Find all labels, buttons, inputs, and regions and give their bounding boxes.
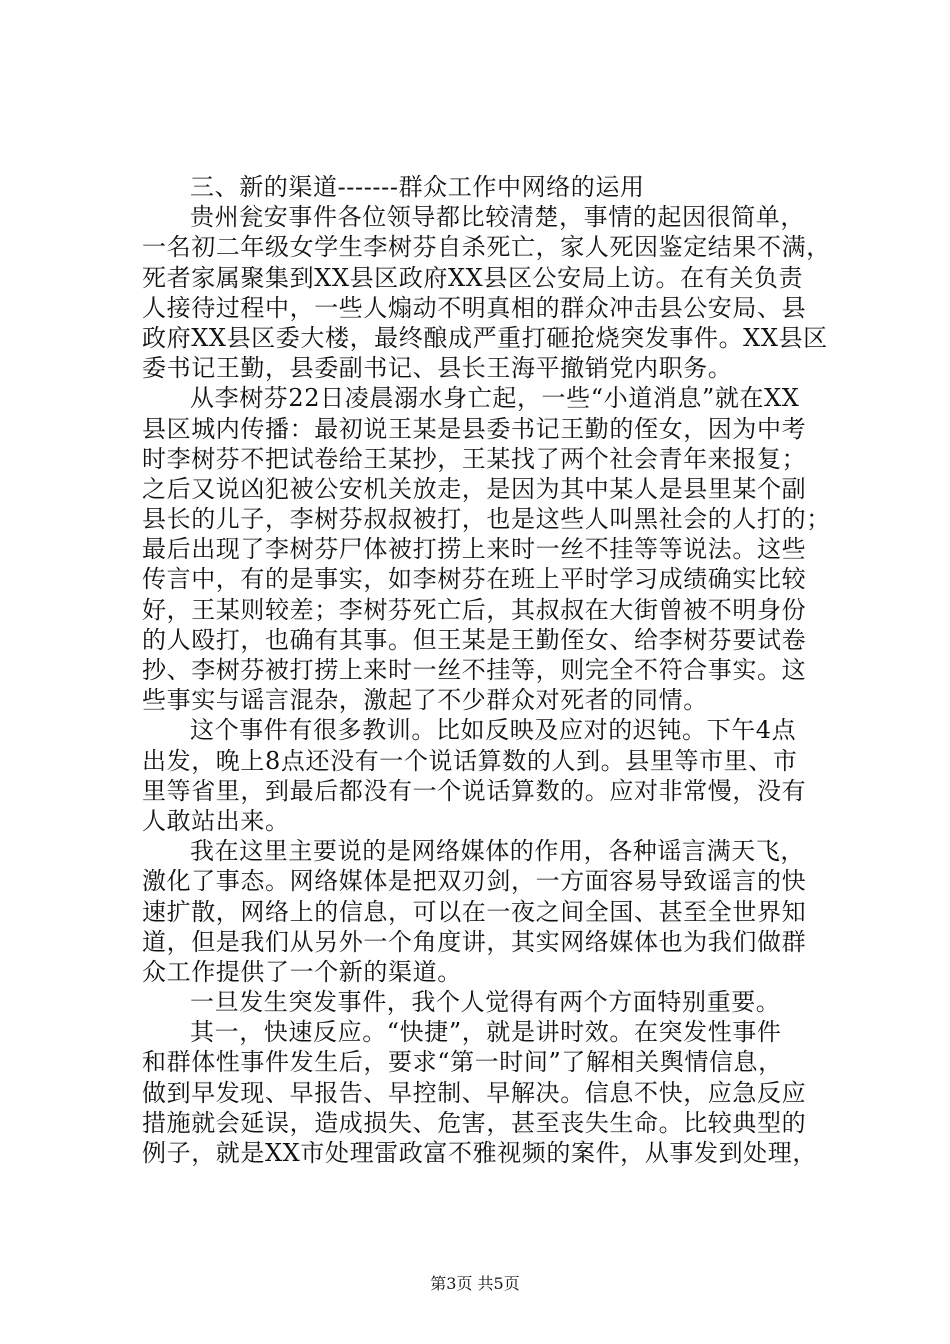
text-line: 道，但是我们从另外一个角度讲，其实网络媒体也为我们做群 — [142, 927, 807, 956]
text-line: 贵州瓮安事件各位领导都比较清楚，事情的起因很简单， — [190, 203, 805, 232]
text-line: 委书记王勤，县委副书记、县长王海平撤销党内职务。 — [142, 354, 733, 383]
text-line: 的人殴打，也确有其事。但王某是王勤侄女、给李树芬要试卷 — [142, 625, 807, 654]
text-line: 死者家属聚集到XX县区政府XX县区公安局上访。在有关负责 — [142, 263, 804, 292]
text-line: 和群体性事件发生后，要求“第一时间”了解相关舆情信息， — [142, 1048, 783, 1077]
text-line: 从李树芬22日凌晨溺水身亡起，一些“小道消息”就在XX — [190, 384, 800, 413]
document-body — [142, 172, 842, 1168]
text-line: 其一，快速反应。“快捷”，就是讲时效。在突发性事件 — [190, 1018, 782, 1047]
text-line: 之后又说凶犯被公安机关放走，是因为其中某人是县里某个副 — [142, 474, 807, 503]
text-line: 抄、李树芬被打捞上来时一丝不挂等，则完全不符合事实。这 — [142, 656, 807, 684]
text-line: 激化了事态。网络媒体是把双刃剑，一方面容易导致谣言的快 — [142, 867, 807, 896]
text-line: 好，王某则较差；李树芬死亡后，其叔叔在大街曾被不明身份 — [142, 595, 807, 624]
text-line: 县区城内传播：最初说王某是县委书记王勤的侄女，因为中考 — [142, 414, 807, 443]
text-line: 措施就会延误，造成损失、危害，甚至丧失生命。比较典型的 — [142, 1108, 807, 1137]
text-line: 人接待过程中，一些人煽动不明真相的群众冲击县公安局、县 — [142, 293, 807, 322]
text-line: 一名初二年级女学生李树芬自杀死亡，家人死因鉴定结果不满， — [142, 233, 831, 262]
text-line: 县长的儿子，李树芬叔叔被打，也是这些人叫黑社会的人打的； — [142, 505, 831, 534]
text-line: 众工作提供了一个新的渠道。 — [142, 957, 462, 986]
text-line: 我在这里主要说的是网络媒体的作用，各种谣言满天飞， — [190, 837, 805, 866]
text-line: 做到早发现、早报告、早控制、早解决。信息不快，应急反应 — [142, 1078, 807, 1107]
text-line: 政府XX县区委大楼，最终酿成严重打砸抢烧突发事件。XX县区 — [142, 323, 828, 352]
page-footer: 第3页 共5页 — [430, 1274, 520, 1293]
text-line: 三、新的渠道-------群众工作中网络的运用 — [190, 173, 645, 201]
text-line: 速扩散，网络上的信息，可以在一夜之间全国、甚至全世界知 — [142, 897, 807, 926]
text-line: 里等省里，到最后都没有一个说话算数的。应对非常慢，没有 — [142, 776, 807, 805]
text-line: 人敢站出来。 — [142, 806, 290, 835]
text-line: 时李树芬不把试卷给王某抄，王某找了两个社会青年来报复； — [142, 444, 807, 473]
text-line: 一旦发生突发事件，我个人觉得有两个方面特别重要。 — [190, 988, 781, 1017]
text-line: 些事实与谣言混杂，激起了不少群众对死者的同情。 — [142, 686, 708, 715]
text-line: 最后出现了李树芬尸体被打捞上来时一丝不挂等等说法。这些 — [142, 535, 807, 564]
text-line: 这个事件有很多教训。比如反映及应对的迟钝。下午4点 — [190, 716, 797, 745]
text-line: 出发，晚上8点还没有一个说话算数的人到。县里等市里、市 — [142, 746, 798, 775]
text-line: 传言中，有的是事实，如李树芬在班上平时学习成绩确实比较 — [142, 565, 807, 594]
text-line: 例子，就是XX市处理雷政富不雅视频的案件，从事发到处理， — [142, 1139, 817, 1167]
